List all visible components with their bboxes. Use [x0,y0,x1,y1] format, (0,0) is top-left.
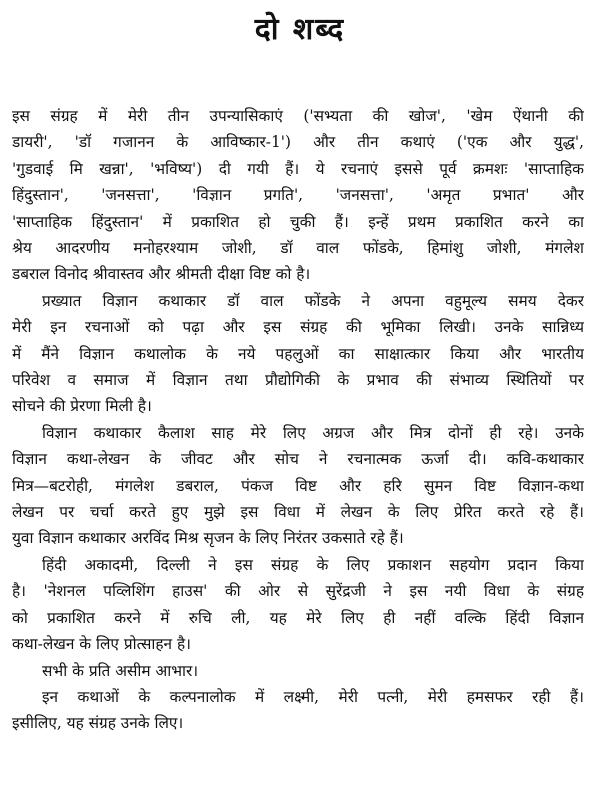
text-line: को प्रकाशित करने में रुचि ली, यह मेरे लिए ही नहीं वल्कि हिंदी विज्ञान [12,609,584,627]
text-line: सभी के प्रति असीम आभार। [42,662,199,680]
text-line: श्रेय आदरणीय मनोहरश्याम जोशी, डॉ वाल फोंडके, हिमांशु जोशी, मंगलेश [12,239,584,257]
text-line: कथा-लेखन के लिए प्रोत्साहन है। [12,635,191,653]
text-line: डबराल विनोद श्रीवास्तव और श्रीमती दीक्षा विष्ट को है। [12,265,311,283]
text-line: में मैंने विज्ञान कथालोक के नये पहलुओं का साक्षात्कार किया और भारतीय [12,345,584,363]
text-line: परिवेश व समाज में विज्ञान तथा प्रौद्योगिकी के प्रभाव की संभाव्य स्थितियों पर [12,371,584,389]
text-line: विज्ञान कथा-लेखन के जीवट और सोच ने रचनात्मक ऊर्जा दी। कवि-कथाकार [12,450,584,468]
text-line: हिंदुस्तान', 'जनसत्ता', 'विज्ञान प्रगति', 'जनसत्ता', 'अमृत प्रभात' और [12,186,584,204]
text-line: प्रख्यात विज्ञान कथाकार डॉ वाल फोंडके ने अपना वहुमूल्य समय देकर [42,292,584,310]
text-line: युवा विज्ञान कथाकार अरविंद मिश्र सृजन के लिए निरंतर उकसाते रहे हैं। [12,529,404,547]
text-line: मेरी इन रचनाओं को पढ़ा और इस संग्रह की भूमिका लिखी। उनके सान्निध्य [12,318,584,336]
text-line: लेखन पर चर्चा करते हुए मुझे इस विधा में लेखन के लिए प्रेरित करते रहे हैं। [12,503,584,521]
text-line: मित्र—बटरोही, मंगलेश डबराल, पंकज विष्ट और हरि सुमन विष्ट विज्ञान-कथा [12,477,584,495]
text-line: विज्ञान कथाकार कैलाश साह मेरे लिए अग्रज और मित्र दोनों ही रहे। उनके [42,424,584,442]
text-line: सोचने की प्रेरणा मिली है। [12,397,152,415]
text-line: इस संग्रह में मेरी तीन उपन्यासिकाएं ('सभ्यता की खोज', 'खेम ऐंथानी की [12,107,584,125]
text-line: इसीलिए, यह संग्रह उनके लिए। [12,714,184,732]
page-title: दो शब्द [254,12,346,47]
text-line: इन कथाओं के कल्पनालोक में लक्ष्मी, मेरी पत्नी, मेरी हमसफर रही हैं। [42,688,584,706]
text-line: 'साप्ताहिक हिंदुस्तान' में प्रकाशित हो चुकी हैं। इन्हें प्रथम प्रकाशित करने का [12,213,584,231]
text-line: हिंदी अकादमी, दिल्ली ने इस संग्रह के लिए प्रकाशन सहयोग प्रदान किया [42,556,584,574]
text-line: है। 'नेशनल पव्लिशिंग हाउस' की ओर से सुरेंद्रजी ने इस नयी विधा के संग्रह [12,582,584,600]
text-line: डायरी', 'डॉ गजानन के आविष्कार-1') और तीन कथाएं ('एक और युद्ध', [12,133,584,151]
text-line: 'गुडवाई मि खन्ना', 'भविष्य') दी गयी हैं। ये रचनाएं इससे पूर्व क्रमशः 'साप्ताहिक [12,160,584,178]
